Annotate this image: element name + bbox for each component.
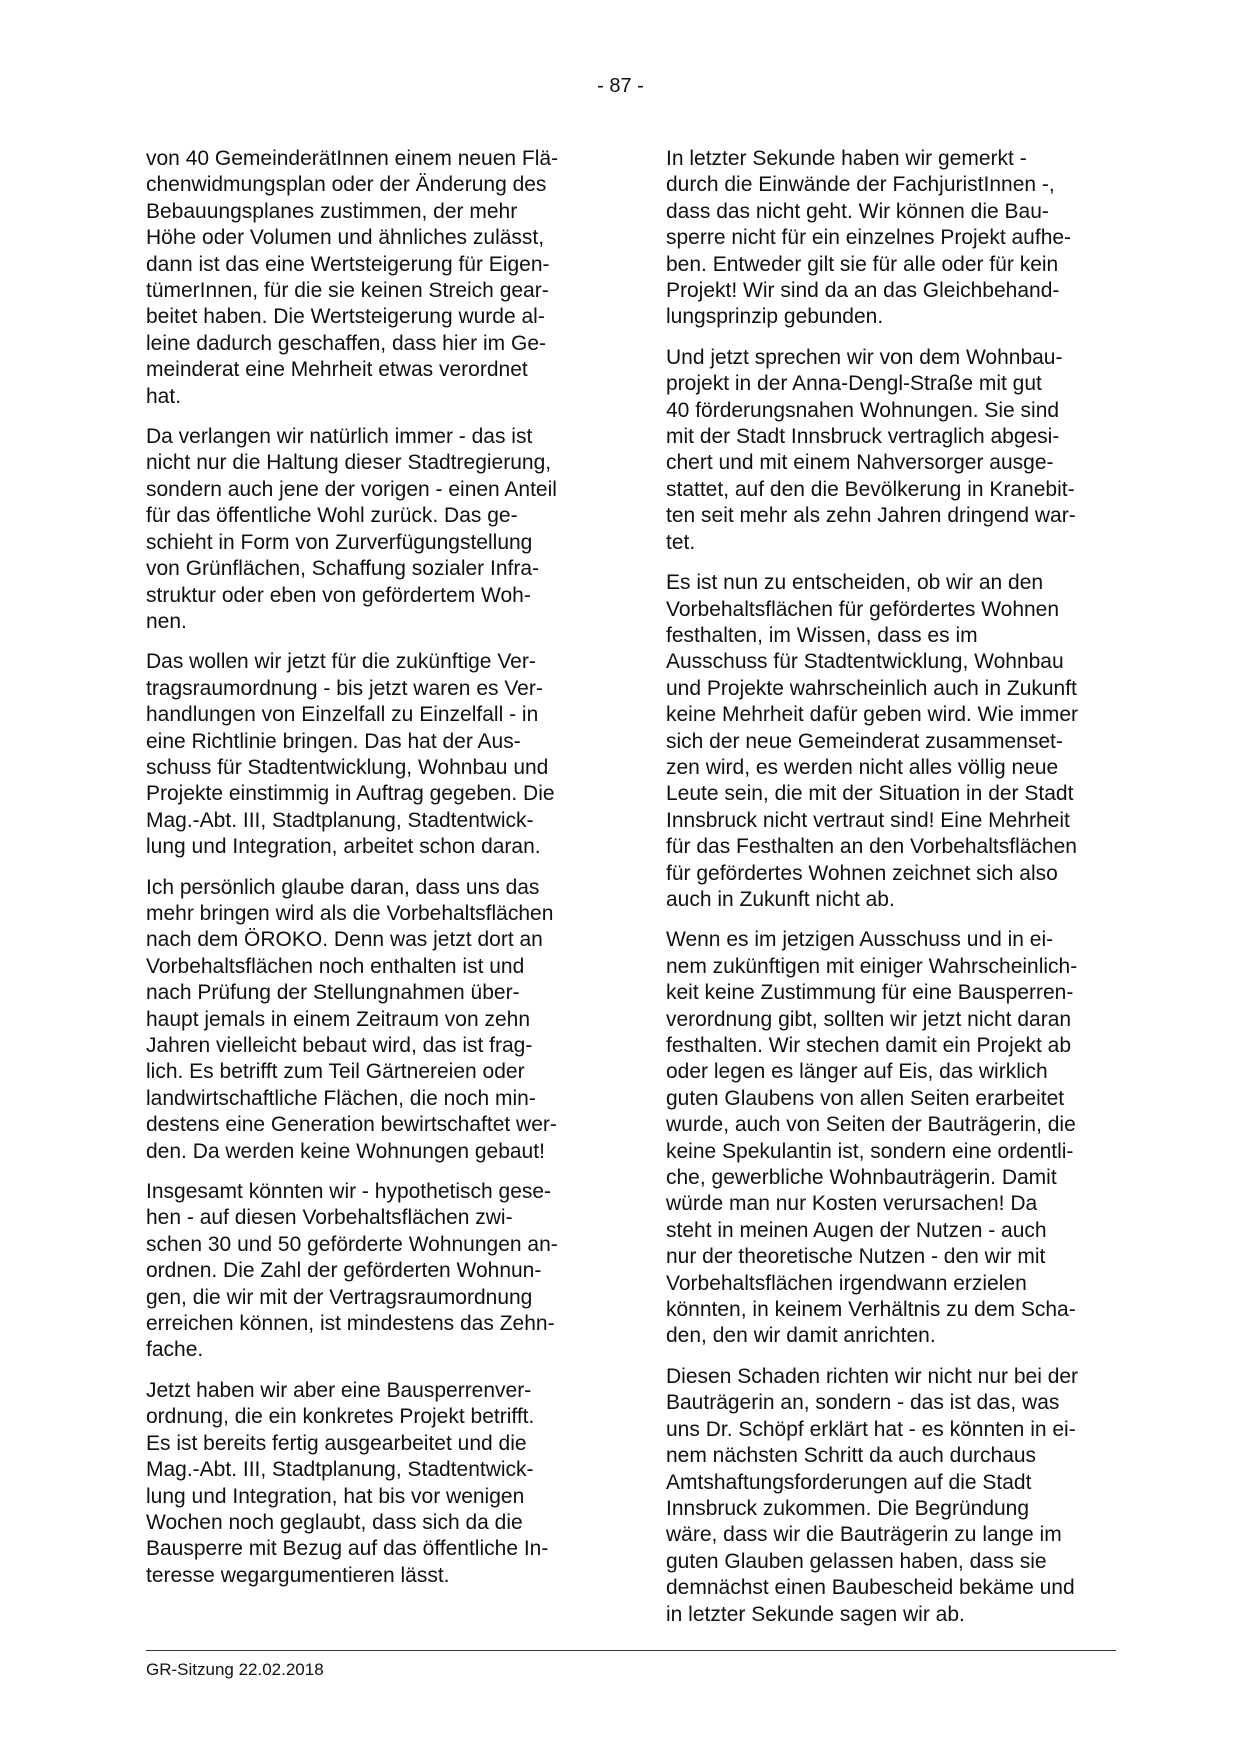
paragraph: Jetzt haben wir aber eine Bausperrenver- ordnung, die ein konkretes Projekt betrifft. Es ist bereits fertig ausgearbeitet und die Mag.-Abt. III, Stadtplanung, Stadtentwick- lung und Integration, hat bis vor wenigen Wochen noch geglaubt, dass sich da die Bausperre mit Bezug auf das öffentliche In- teresse wegargumentieren lässt. — [146, 1378, 549, 1587]
footer-divider — [146, 1650, 1116, 1651]
paragraph: Das wollen wir jetzt für die zukünftige Ver- tragsraumordnung - bis jetzt waren es Ver- handlungen von Einzelfall zu Einzelfall - in eine Richtlinie bringen. Das hat der Aus- schuss für Stadtentwicklung, Wohnbau und Projekte einstimmig in Auftrag gegeben. Die Mag.-Abt. III, Stadtplanung, Stadtentwick- lung und Integration, arbeitet schon daran. — [146, 650, 555, 859]
paragraph: Da verlangen wir natürlich immer - das ist nicht nur die Haltung dieser Stadtregierung, sondern auch jene der vorigen - einen Anteil für das öffentliche Wohl zurück. Das ge- schieht in Form von Zurverfügungstellung von Grünflächen, Schaffung sozialer Infra- struktur oder eben von gefördertem Woh- nen. — [146, 425, 557, 633]
paragraph: Ich persönlich glaube daran, dass uns das mehr bringen wird als die Vorbehaltsflächen nach dem ÖROKO. Denn was jetzt dort an Vorbehaltsflächen noch enthalten ist und nach Prüfung der Stellungnahmen über- haupt jemals in einem Zeitraum von zehn Jahren vielleicht bebaut wird, das ist frag- lich. Es betrifft zum Teil Gärtnereien oder landwirtschaftliche Flächen, die noch min- destens eine Generation bewirtschaftet wer- den. Da werden keine Wohnungen gebaut! — [146, 875, 557, 1163]
right-text-column — [666, 146, 1124, 1642]
paragraph: In letzter Sekunde haben wir gemerkt - durch die Einwände der FachjuristInnen -, dass das nicht geht. Wir können die Bau- sperre nicht für ein einzelnes Projekt aufhe- ben. Entweder gilt sie für alle oder für kein Projekt! Wir sind da an das Gleichbehand- lungsprinzip gebunden. — [666, 147, 1072, 329]
footer-session-date: GR-Sitzung 22.02.2018 — [146, 1660, 324, 1679]
left-text-column — [146, 146, 604, 1603]
paragraph: Und jetzt sprechen wir von dem Wohnbau- projekt in der Anna-Dengl-Straße mit gut 40 förderungsnahen Wohnungen. Sie sind mit der Stadt Innsbruck vertraglich abgesi- chert und mit einem Nahversorger ausge- stattet, auf den die Bevölkerung in Kranebit- ten seit mehr als zehn Jahren dringend war- tet. — [666, 345, 1076, 554]
paragraph: Wenn es im jetzigen Ausschuss und in ei- nem zukünftigen mit einiger Wahrscheinlich- keit keine Zustimmung für eine Bausperren- verordnung gibt, sollten wir jetzt nicht daran festhalten. Wir stechen damit ein Projekt ab oder legen es länger auf Eis, das wirklich guten Glaubens von allen Seiten erarbeitet wurde, auch von Seiten der Bauträgerin, die keine Spekulantin ist, sondern eine ordentli- che, gewerbliche Wohnbauträgerin. Damit würde man nur Kosten verursachen! Da steht in meinen Augen der Nutzen - auch nur der theoretische Nutzen - den wir mit Vorbehaltsflächen irgendwann erzielen könnten, in keinem Verhältnis zu dem Scha- den, den wir damit anrichten. — [666, 928, 1078, 1348]
page-number: - 87 - — [597, 75, 644, 97]
paragraph: Insgesamt könnten wir - hypothetisch gese- hen - auf diesen Vorbehaltsflächen zwi- schen 30 und 50 geförderte Wohnungen an- ordnen. Die Zahl der geförderten Wohnun- gen, die wir mit der Vertragsraumordnung erreichen können, ist mindestens das Zehn- fache. — [146, 1180, 558, 1362]
paragraph: Es ist nun zu entscheiden, ob wir an den Vorbehaltsflächen für gefördertes Wohnen festhalten, im Wissen, dass es im Ausschuss für Stadtentwicklung, Wohnbau und Projekte wahrscheinlich auch in Zukunft keine Mehrheit dafür geben wird. Wie immer sich der neue Gemeinderat zusammenset- zen wird, es werden nicht alles völlig neue Leute sein, die mit der Situation in der Stadt Innsbruck nicht vertraut sind! Eine Mehrheit für das Festhalten an den Vorbehaltsflächen für gefördertes Wohnen zeichnet sich also auch in Zukunft nicht ab. — [666, 571, 1079, 911]
paragraph: von 40 GemeinderätInnen einem neuen Flä- chenwidmungsplan oder der Änderung des Bebauungsplanes zustimmen, der mehr Höhe oder Volumen und ähnliches zulässt, dann ist das eine Wertsteigerung für Eigen- tümerInnen, für die sie keinen Streich gear- beitet haben. Die Wertsteigerung wurde al- leine dadurch geschaffen, dass hier im Ge- meinderat eine Mehrheit etwas verordnet hat. — [146, 147, 559, 408]
paragraph: Diesen Schaden richten wir nicht nur bei der Bauträgerin an, sondern - das ist das, was uns Dr. Schöpf erklärt hat - es könnten in ei- nem nächsten Schritt da auch durchaus Amtshaftungsforderungen auf die Stadt Innsbruck zukommen. Die Begründung wäre, dass wir die Bauträgerin zu lange im guten Glauben gelassen haben, dass sie demnächst einen Baubescheid bekäme und in letzter Sekunde sagen wir ab. — [666, 1364, 1079, 1626]
